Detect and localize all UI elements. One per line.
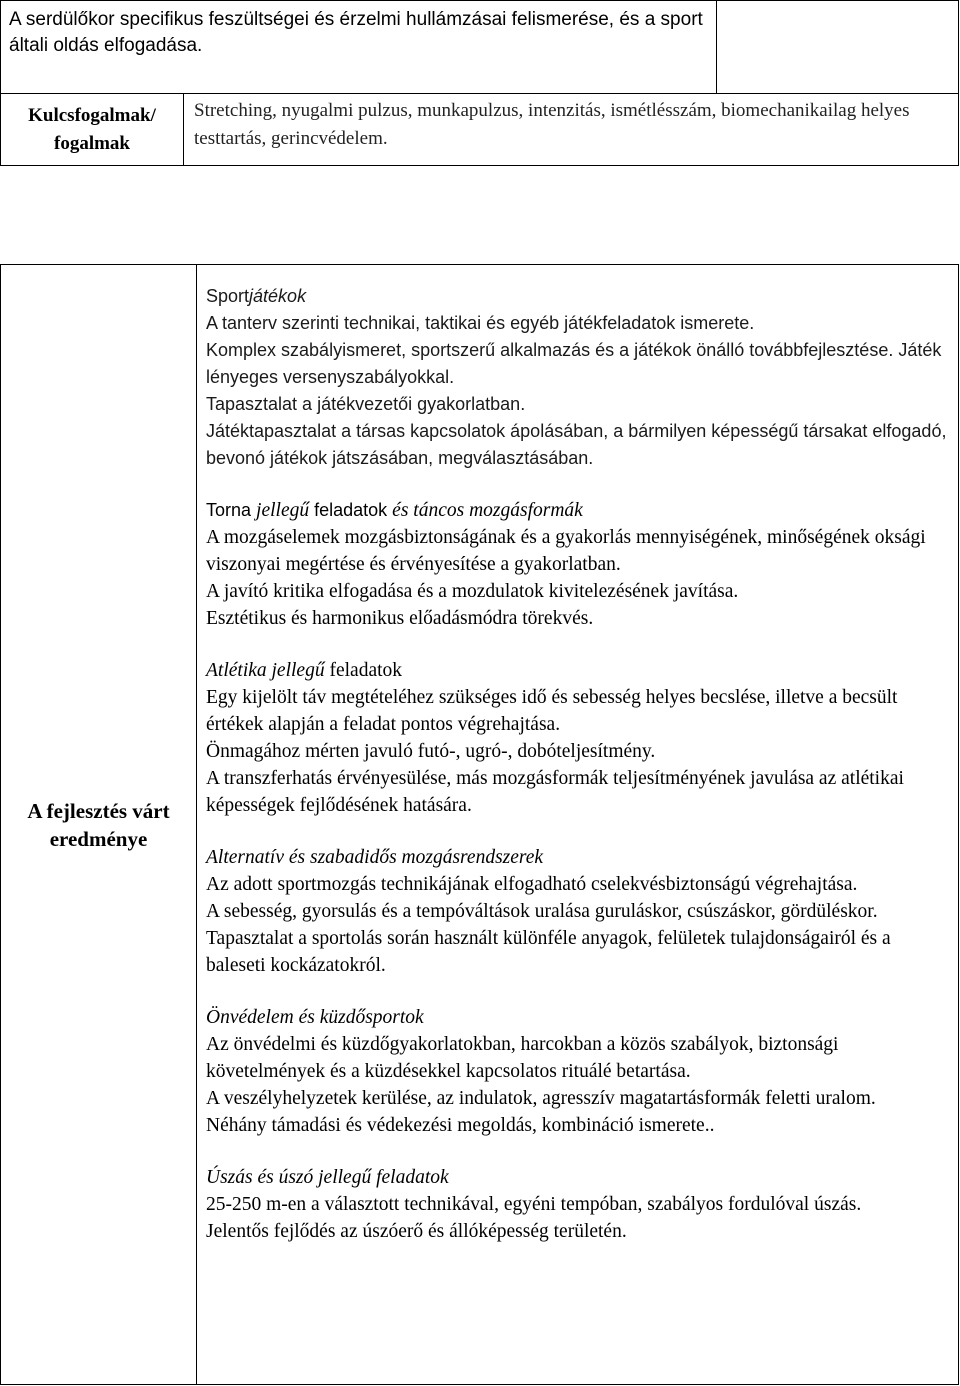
section-sportjatekok (206, 283, 948, 472)
title-part: és táncos mozgásformák (392, 500, 583, 521)
title-part: feladatok (309, 500, 393, 520)
intro-text: A serdülőkor specifikus feszültségei és érzelmi hullámzásai felismerése, és a sport általi oldás elfogadása. (9, 9, 703, 56)
section-line: Tapasztalat a sportolás során használt különféle anyagok, felületek tulajdonságairól és a baleseti kockázatokról. (206, 928, 891, 976)
title-plain: Sport (206, 286, 250, 306)
results-label-cell (1, 265, 197, 1385)
section-line: Önmagához mérten javuló futó-, ugró-, dobóteljesítmény. (206, 741, 656, 762)
results-label-line1: A fejlesztés várt (27, 798, 170, 823)
results-label-line2: eredménye (49, 826, 148, 851)
section-line: 25-250 m-en a választott technikával, egyéni tempóban, szabályos fordulóval úszás. (206, 1194, 862, 1215)
key-concepts-label-line1: Kulcsfogalmak/ (28, 104, 156, 126)
section-title (206, 1164, 948, 1191)
key-concepts-label-cell (1, 94, 184, 166)
section-line: A tanterv szerinti technikai, taktikai és egyéb játékfeladatok ismerete. (206, 313, 755, 333)
section-uszas (206, 1164, 948, 1245)
title-part: Torna (206, 500, 257, 520)
section-onvedelem (206, 1004, 948, 1139)
section-line: Tapasztalat a játékvezetői gyakorlatban. (206, 394, 526, 414)
section-line: Játéktapasztalat a társas kapcsolatok ápolásában, a bármilyen képességű társakat elfogadó, bevonó játékok játszásában, megválasztásában. (206, 421, 947, 468)
key-concepts-label-line2: fogalmak (54, 132, 130, 154)
key-concepts-text-cell (184, 94, 959, 166)
title-italic: Atlétika jellegű (206, 660, 325, 681)
section-line: A veszélyhelyzetek kerülése, az indulatok, agresszív magatartásformák feletti uralom. (206, 1088, 876, 1109)
title-part: jellegű (256, 500, 310, 521)
key-concepts-row (1, 94, 959, 166)
section-line: Az önvédelmi és küzdőgyakorlatokban, harcokban a közös szabályok, biztonsági követelmények és a küzdésekkel kapcsolatos rituálé betartása. (206, 1034, 839, 1082)
title-italic: Önvédelem és küzdősportok (206, 1007, 424, 1028)
top-table (0, 0, 959, 166)
intro-cell (1, 1, 717, 94)
section-title (206, 497, 948, 524)
empty-cell (717, 1, 959, 94)
section-line: Az adott sportmozgás technikájának elfogadható cselekvésbiztonságú végrehajtása. (206, 874, 858, 895)
section-torna (206, 497, 948, 632)
section-line: Néhány támadási és védekezési megoldás, kombináció ismerete.. (206, 1115, 715, 1136)
section-title (206, 283, 948, 310)
title-italic: Úszás és úszó jellegű feladatok (206, 1167, 449, 1188)
title-plain: feladatok (324, 660, 403, 681)
section-line: A sebesség, gyorsulás és a tempóváltások uralása guruláskor, csúszáskor, gördüléskor. (206, 901, 878, 922)
section-line: Egy kijelölt táv megtételéhez szükséges idő és sebesség helyes becslése, illetve a becsült értékek alapján a feladat pontos végrehajtása. (206, 687, 898, 735)
section-line: A javító kritika elfogadása és a mozdulatok kivitelezésének javítása. (206, 581, 739, 602)
results-row (1, 265, 959, 1385)
results-content-cell (197, 265, 959, 1385)
section-atletika (206, 657, 948, 819)
section-title (206, 844, 948, 871)
section-line: Komplex szabályismeret, sportszerű alkalmazás és a játékok önálló továbbfejlesztése. Játék lényeges versenyszabályokkal. (206, 340, 942, 387)
title-italic: játékok (249, 286, 307, 306)
section-title (206, 1004, 948, 1031)
section-line: A transzferhatás érvényesülése, más mozgásformák teljesítményének javulása az atlétikai képességek fejlődésének hatására. (206, 768, 904, 816)
title-italic: Alternatív és szabadidős mozgásrendszerek (206, 847, 544, 868)
intro-row (1, 1, 959, 94)
section-line: Esztétikus és harmonikus előadásmódra törekvés. (206, 608, 594, 629)
section-title (206, 657, 948, 684)
section-line: A mozgáselemek mozgásbiztonságának és a gyakorlás mennyiségének, minőségének oksági viszonyai megértése és érvényesítése a gyakorlatban. (206, 527, 926, 575)
section-line: Jelentős fejlődés az úszóerő és állóképesség területén. (206, 1221, 627, 1242)
section-alternativ (206, 844, 948, 979)
results-table (0, 264, 959, 1385)
key-concepts-text: Stretching, nyugalmi pulzus, munkapulzus, intenzitás, ismétlésszám, biomechanikailag helyes testtartás, gerincvédelem. (194, 100, 910, 149)
